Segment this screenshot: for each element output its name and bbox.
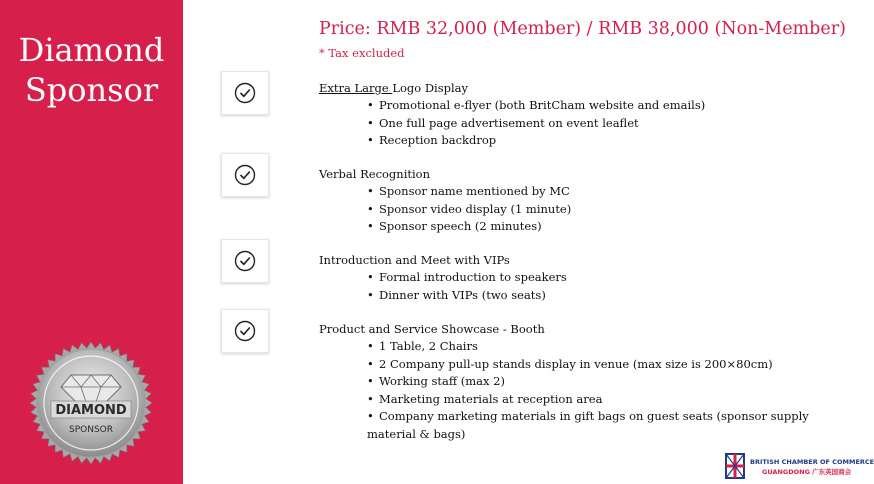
section-verbal-recognition (319, 166, 839, 236)
check-box-1 (221, 71, 269, 115)
check-circle-icon (234, 82, 256, 104)
logo-line1: BRITISH CHAMBER OF COMMERCE (750, 458, 874, 466)
list-item: • 2 Company pull-up stands display in venue (max size is 200×80cm) (367, 356, 839, 374)
list-item: • Sponsor name mentioned by MC (367, 183, 839, 201)
section-heading: Introduction and Meet with VIPs (319, 253, 510, 267)
section-logo-display (319, 80, 839, 150)
list-item: • Promotional e-flyer (both BritCham website and emails) (367, 97, 839, 115)
benefit-list (319, 269, 839, 304)
diamond-sponsor-seal (29, 341, 153, 465)
section-booth-showcase (319, 321, 839, 443)
list-item: • One full page advertisement on event leaflet (367, 115, 839, 133)
section-heading-rest: Logo Display (392, 81, 469, 95)
section-heading: Verbal Recognition (319, 167, 431, 181)
section-heading: Product and Service Showcase - Booth (319, 322, 545, 336)
britcham-logo (724, 452, 874, 480)
logo-line2: GUANGDONG 广东英国商会 (762, 468, 852, 476)
check-box-2 (221, 153, 269, 197)
section-meet-vips (319, 252, 839, 304)
list-item: • Sponsor speech (2 minutes) (367, 218, 839, 236)
list-item: • 1 Table, 2 Chairs (367, 338, 839, 356)
section-heading-underlined: Extra Large (319, 81, 393, 95)
check-circle-icon (234, 250, 256, 272)
sidebar-title (0, 30, 183, 110)
benefit-list (319, 338, 839, 443)
list-item: • Marketing materials at reception area (367, 391, 839, 409)
britcham-logo-mark (724, 452, 746, 480)
list-item: • Reception backdrop (367, 132, 839, 150)
check-circle-icon (234, 320, 256, 342)
list-item: • Company marketing materials in gift bags on guest seats (sponsor supply (367, 408, 839, 426)
list-item: • Dinner with VIPs (two seats) (367, 287, 839, 305)
benefit-list (319, 183, 839, 236)
list-item: • Working staff (max 2) (367, 373, 839, 391)
list-item-continuation: material & bags) (367, 426, 466, 441)
section-heading (319, 80, 839, 97)
seal-label-top: DIAMOND (55, 403, 127, 418)
check-box-3 (221, 239, 269, 283)
sidebar-title-line2: Sponsor (24, 71, 159, 109)
list-item: • Sponsor video display (1 minute) (367, 201, 839, 219)
list-item: • Formal introduction to speakers (367, 269, 839, 287)
sidebar (0, 0, 183, 484)
tax-note: * Tax excluded (319, 46, 405, 60)
check-box-4 (221, 309, 269, 353)
price-heading: Price: RMB 32,000 (Member) / RMB 38,000 (Non-Member) (319, 19, 846, 39)
benefit-list (319, 97, 839, 150)
sidebar-title-line1: Diamond (18, 31, 165, 69)
seal-label-bottom: SPONSOR (68, 425, 114, 435)
check-circle-icon (234, 164, 256, 186)
